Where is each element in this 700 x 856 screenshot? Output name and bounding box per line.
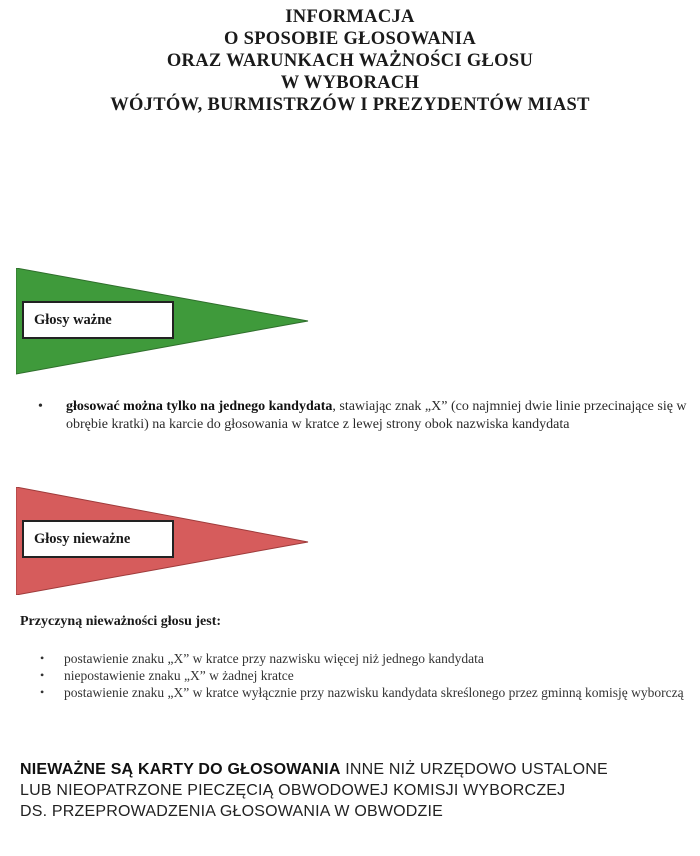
bullet-dot-icon: • [40,668,45,682]
notice-line-3: DS. PRZEPROWADZENIA GŁOSOWANIA W OBWODZIE [20,803,444,820]
header-line-5: WÓJTÓW, BURMISTRZÓW I PREZYDENTÓW MIAST [110,95,590,115]
invalid-ballots-notice [20,759,700,822]
bullet-dot-icon: • [40,685,45,699]
invalid-reasons-title: Przyczyną nieważności głosu jest: [20,614,222,629]
invalid-votes-pennant [16,487,312,595]
document-header [0,6,700,116]
header-line-1: INFORMACJA [285,7,415,27]
notice-line-1 [20,759,700,780]
valid-votes-pennant [16,268,312,376]
invalid-reasons-list [40,650,696,701]
bullet-dot-icon: • [40,651,45,665]
notice-line-1-rest: INNE NIŻ URZĘDOWO USTALONE [340,761,608,778]
valid-rule-bold: głosować można tylko na jednego kandydata [66,399,333,414]
header-line-2: O SPOSOBIE GŁOSOWANIA [223,29,476,49]
valid-votes-rule-text [66,398,698,434]
valid-votes-rule [38,398,698,434]
notice-bold: NIEWAŻNE SĄ KARTY DO GŁOSOWANIA [20,761,341,778]
valid-votes-label: Głosy ważne [22,301,174,339]
notice-line-2: LUB NIEOPATRZONE PIECZĘCIĄ OBWODOWEJ KOMISJI WYBORCZEJ [20,782,566,799]
header-line-4: W WYBORACH [280,73,420,93]
bullet-dot-icon: • [38,399,43,414]
header-line-3: ORAZ WARUNKACH WAŻNOŚCI GŁOSU [166,51,534,71]
invalid-votes-label: Głosy nieważne [22,520,174,558]
list-item: • postawienie znaku „X” w kratce wyłącznie przy nazwisku kandydata skreślonego przez gminną komisję wyborczą [40,685,684,700]
list-item: • postawienie znaku „X” w kratce przy nazwisku więcej niż jednego kandydata [40,651,484,666]
valid-rule-rest: , stawiając znak „X” (co najmniej dwie linie przecinające się w obrębie kratki) na karcie do głosowania w kratce z lewej strony obok nazwiska kandydata [66,399,687,432]
list-item: • niepostawienie znaku „X” w żadnej kratce [40,668,294,683]
